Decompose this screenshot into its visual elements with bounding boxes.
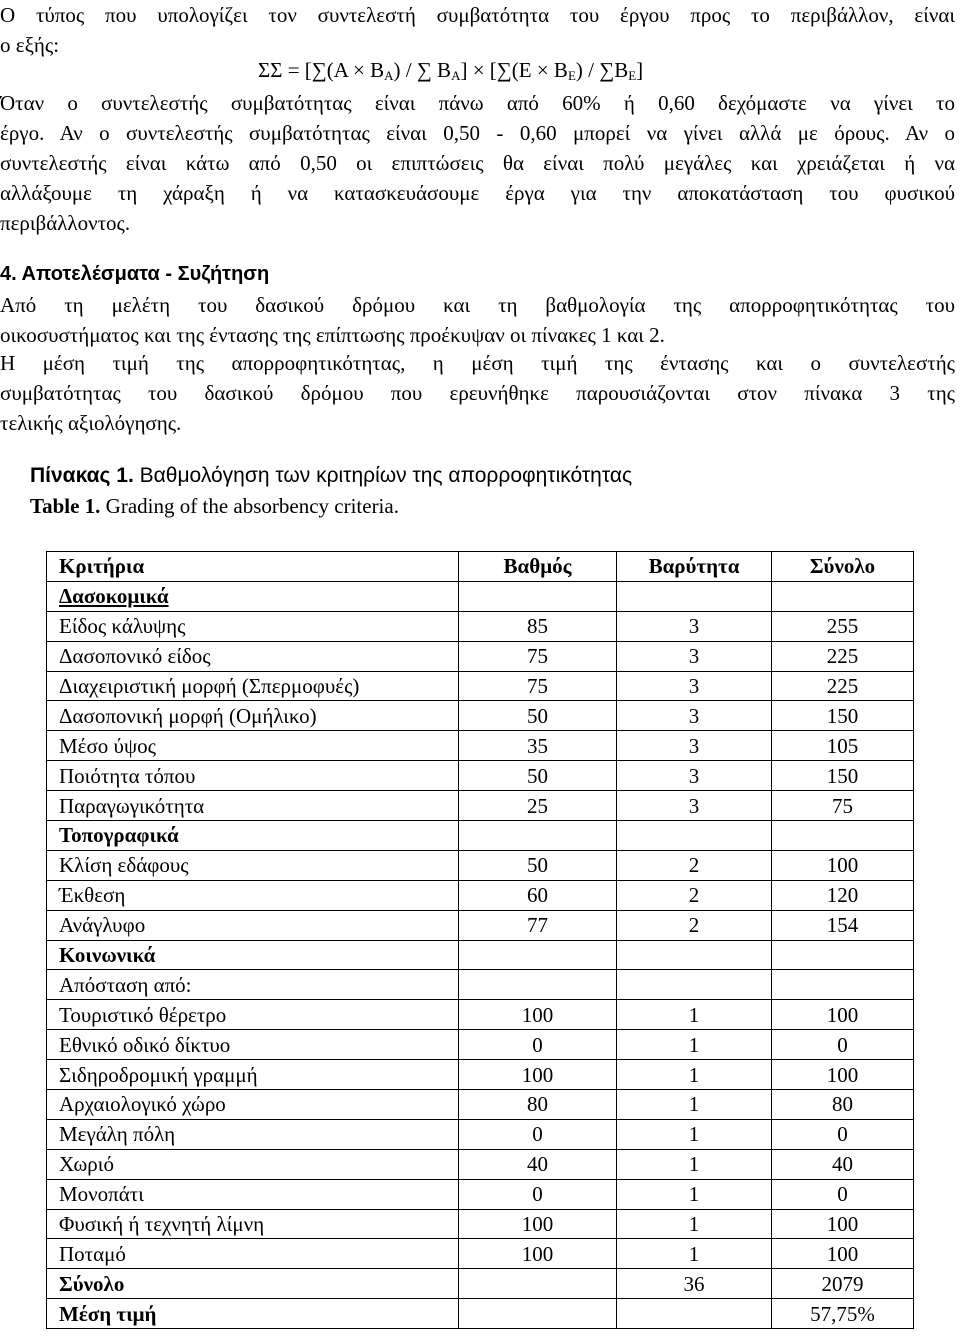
cell-weight: 3: [617, 761, 772, 791]
cell-grade: 0: [459, 1030, 617, 1060]
cell-weight: [617, 970, 772, 1000]
cell-grade: 75: [459, 671, 617, 701]
table-total-row: [47, 1299, 914, 1329]
cell-total: 150: [772, 701, 914, 731]
cell-total: 105: [772, 731, 914, 761]
table-row: [47, 850, 914, 880]
formula-subscript: E: [628, 68, 637, 83]
cell-total: 0: [772, 1030, 914, 1060]
cell-criterion: Αρχαιολογικό χώρο: [47, 1090, 459, 1120]
cell-criterion: Έκθεση: [47, 880, 459, 910]
cell-weight: 2: [617, 880, 772, 910]
header-grade: Βαθμός: [459, 552, 617, 582]
table-section-row: [47, 581, 914, 611]
cell-grade: 100: [459, 1239, 617, 1269]
text-line: αλλάξουμε τη χάραξη ή να κατασκευάσουμε έργα για την αποκατάσταση του φυσικού: [0, 181, 955, 205]
cell-grade: 80: [459, 1090, 617, 1120]
cell-weight: 1: [617, 1209, 772, 1239]
text-line: περιβάλλοντος.: [0, 211, 131, 235]
cell-weight: 1: [617, 1090, 772, 1120]
cell-weight: 1: [617, 1119, 772, 1149]
cell-criterion: Σιδηροδρομική γραμμή: [47, 1060, 459, 1090]
cell-grade: [459, 970, 617, 1000]
cell-weight: 1: [617, 1060, 772, 1090]
cell-weight: 3: [617, 701, 772, 731]
cell-criterion: Δασοπονικό είδος: [47, 641, 459, 671]
formula-subscript: E: [567, 68, 576, 83]
cell-weight: [617, 581, 772, 611]
cell-criterion: Δασοπονική μορφή (Ομήλικο): [47, 701, 459, 731]
threshold-paragraph: [0, 88, 955, 238]
cell-criterion: Φυσική ή τεχνητή λίμνη: [47, 1209, 459, 1239]
table-row: [47, 731, 914, 761]
compatibility-formula: [258, 58, 643, 84]
cell-grade: 85: [459, 611, 617, 641]
cell-weight: 1: [617, 1179, 772, 1209]
cell-criterion: Μέσο ύψος: [47, 731, 459, 761]
cell-total: 2079: [772, 1269, 914, 1299]
cell-total: [772, 821, 914, 851]
cell-total: [772, 581, 914, 611]
cell-criterion: Εθνικό οδικό δίκτυο: [47, 1030, 459, 1060]
cell-total: 100: [772, 1000, 914, 1030]
cell-criterion: Διαχειριστική μορφή (Σπερμοφυές): [47, 671, 459, 701]
formula-part: ] × [∑(E × B: [460, 58, 568, 82]
table-row: [47, 970, 914, 1000]
table-row: [47, 1119, 914, 1149]
cell-weight: [617, 940, 772, 970]
text-line: Η μέση τιμή της απορροφητικότητας, η μέση τιμή της έντασης και ο συντελεστής: [0, 351, 955, 375]
cell-grade: 100: [459, 1000, 617, 1030]
cell-weight: 1: [617, 1000, 772, 1030]
cell-criterion: Παραγωγικότητα: [47, 791, 459, 821]
absorbency-grading-table: [46, 551, 914, 1329]
table-caption-english: [30, 494, 399, 519]
text-line: οικοσυστήματος και της έντασης της επίπτωσης προέκυψαν οι πίνακες 1 και 2.: [0, 323, 665, 347]
cell-total: 100: [772, 1239, 914, 1269]
cell-criterion: Δασοκομικά: [47, 581, 459, 611]
cell-total: 225: [772, 671, 914, 701]
formula-part: ) / ∑ B: [393, 58, 452, 82]
table-row: [47, 880, 914, 910]
table-caption-greek: [30, 464, 632, 488]
cell-criterion: Κοινωνικά: [47, 940, 459, 970]
table-row: [47, 910, 914, 940]
formula-subscript: A: [384, 68, 394, 83]
cell-weight: 36: [617, 1269, 772, 1299]
cell-grade: 60: [459, 880, 617, 910]
caption-text: Βαθμολόγηση των κριτηρίων της απορροφητικότητας: [133, 464, 633, 487]
cell-criterion: Μεγάλη πόλη: [47, 1119, 459, 1149]
cell-weight: 1: [617, 1030, 772, 1060]
cell-criterion: Ποταμό: [47, 1239, 459, 1269]
cell-total: 0: [772, 1119, 914, 1149]
results-paragraph-b: [0, 348, 955, 438]
text-line: συντελεστής είναι κάτω από 0,50 οι επιπτώσεις θα είναι πολύ μεγάλες και χρειάζεται ή να: [0, 151, 955, 175]
cell-weight: [617, 1299, 772, 1329]
cell-grade: 77: [459, 910, 617, 940]
cell-total: [772, 970, 914, 1000]
cell-grade: 25: [459, 791, 617, 821]
cell-grade: [459, 1299, 617, 1329]
text-line: ο εξής:: [0, 33, 60, 57]
cell-grade: 50: [459, 761, 617, 791]
cell-grade: 75: [459, 641, 617, 671]
cell-criterion: Κλίση εδάφους: [47, 850, 459, 880]
cell-grade: 100: [459, 1209, 617, 1239]
cell-grade: [459, 1269, 617, 1299]
cell-weight: 1: [617, 1149, 772, 1179]
cell-criterion: Χωριό: [47, 1149, 459, 1179]
cell-criterion: Μονοπάτι: [47, 1179, 459, 1209]
table-section-row: [47, 821, 914, 851]
cell-grade: [459, 821, 617, 851]
cell-grade: 0: [459, 1179, 617, 1209]
intro-paragraph: [0, 0, 955, 60]
cell-weight: 3: [617, 641, 772, 671]
cell-criterion: Μέση τιμή: [47, 1299, 459, 1329]
formula-part: ]: [636, 58, 644, 82]
table-row: [47, 1030, 914, 1060]
text-line: τελικής αξιολόγησης.: [0, 411, 182, 435]
cell-grade: 0: [459, 1119, 617, 1149]
cell-total: 225: [772, 641, 914, 671]
table-row: [47, 701, 914, 731]
formula-part: ΣΣ = [∑(A × B: [258, 58, 385, 82]
cell-grade: 50: [459, 701, 617, 731]
table-header-row: [47, 552, 914, 582]
table-row: [47, 671, 914, 701]
cell-total: 120: [772, 880, 914, 910]
cell-criterion: Τουριστικό θέρετρο: [47, 1000, 459, 1030]
table-row: [47, 1000, 914, 1030]
cell-total: 255: [772, 611, 914, 641]
text-line: Όταν ο συντελεστής συμβατότητας είναι πάνω από 60% ή 0,60 δεχόμαστε να γίνει το: [0, 91, 955, 115]
text-line: συμβατότητας του δασικού δρόμου που ερευνήθηκε παρουσιάζονται στον πίνακα 3 της: [0, 381, 955, 405]
cell-grade: 50: [459, 850, 617, 880]
cell-total: [772, 940, 914, 970]
cell-grade: 100: [459, 1060, 617, 1090]
cell-total: 100: [772, 1209, 914, 1239]
cell-criterion: Ανάγλυφο: [47, 910, 459, 940]
cell-criterion: Τοπογραφικά: [47, 821, 459, 851]
cell-total: 57,75%: [772, 1299, 914, 1329]
cell-criterion: Ποιότητα τόπου: [47, 761, 459, 791]
table-row: [47, 791, 914, 821]
table-row: [47, 1060, 914, 1090]
cell-grade: [459, 581, 617, 611]
cell-total: 150: [772, 761, 914, 791]
table-row: [47, 1149, 914, 1179]
cell-weight: [617, 821, 772, 851]
table-row: [47, 1209, 914, 1239]
cell-weight: 2: [617, 910, 772, 940]
cell-grade: 35: [459, 731, 617, 761]
cell-criterion: Σύνολο: [47, 1269, 459, 1299]
cell-grade: 40: [459, 1149, 617, 1179]
table-row: [47, 611, 914, 641]
header-weight: Βαρύτητα: [617, 552, 772, 582]
formula-part: ) / ∑B: [575, 58, 629, 82]
caption-text: Grading of the absorbency criteria.: [100, 494, 399, 518]
table-row: [47, 761, 914, 791]
cell-total: 100: [772, 1060, 914, 1090]
cell-weight: 3: [617, 791, 772, 821]
cell-total: 0: [772, 1179, 914, 1209]
table-row: [47, 1179, 914, 1209]
cell-total: 75: [772, 791, 914, 821]
table-section-row: [47, 940, 914, 970]
header-criteria: Κριτήρια: [47, 552, 459, 582]
results-paragraph-a: [0, 290, 955, 350]
cell-criterion: Είδος κάλυψης: [47, 611, 459, 641]
table-total-row: [47, 1269, 914, 1299]
cell-criterion: Απόσταση από:: [47, 970, 459, 1000]
header-total: Σύνολο: [772, 552, 914, 582]
caption-label: Table 1.: [30, 494, 101, 518]
cell-weight: 3: [617, 611, 772, 641]
cell-total: 80: [772, 1090, 914, 1120]
caption-label: Πίνακας 1.: [30, 464, 134, 487]
table-row: [47, 1239, 914, 1269]
table-row: [47, 641, 914, 671]
cell-total: 100: [772, 850, 914, 880]
cell-total: 40: [772, 1149, 914, 1179]
table-row: [47, 1090, 914, 1120]
text-line: έργο. Αν ο συντελεστής συμβατότητας είναι 0,50 - 0,60 μπορεί να γίνει αλλά με όρους. Αν ο: [0, 121, 955, 145]
section-heading: 4. Αποτελέσματα - Συζήτηση: [0, 263, 270, 285]
text-line: Από τη μελέτη του δασικού δρόμου και τη βαθμολογία της απορροφητικότητας του: [0, 293, 955, 317]
cell-weight: 1: [617, 1239, 772, 1269]
cell-weight: 3: [617, 671, 772, 701]
cell-weight: 3: [617, 731, 772, 761]
cell-total: 154: [772, 910, 914, 940]
formula-subscript: A: [451, 68, 461, 83]
cell-weight: 2: [617, 850, 772, 880]
text-line: Ο τύπος που υπολογίζει τον συντελεστή συμβατότητα του έργου προς το περιβάλλον, είναι: [0, 3, 955, 27]
cell-grade: [459, 940, 617, 970]
